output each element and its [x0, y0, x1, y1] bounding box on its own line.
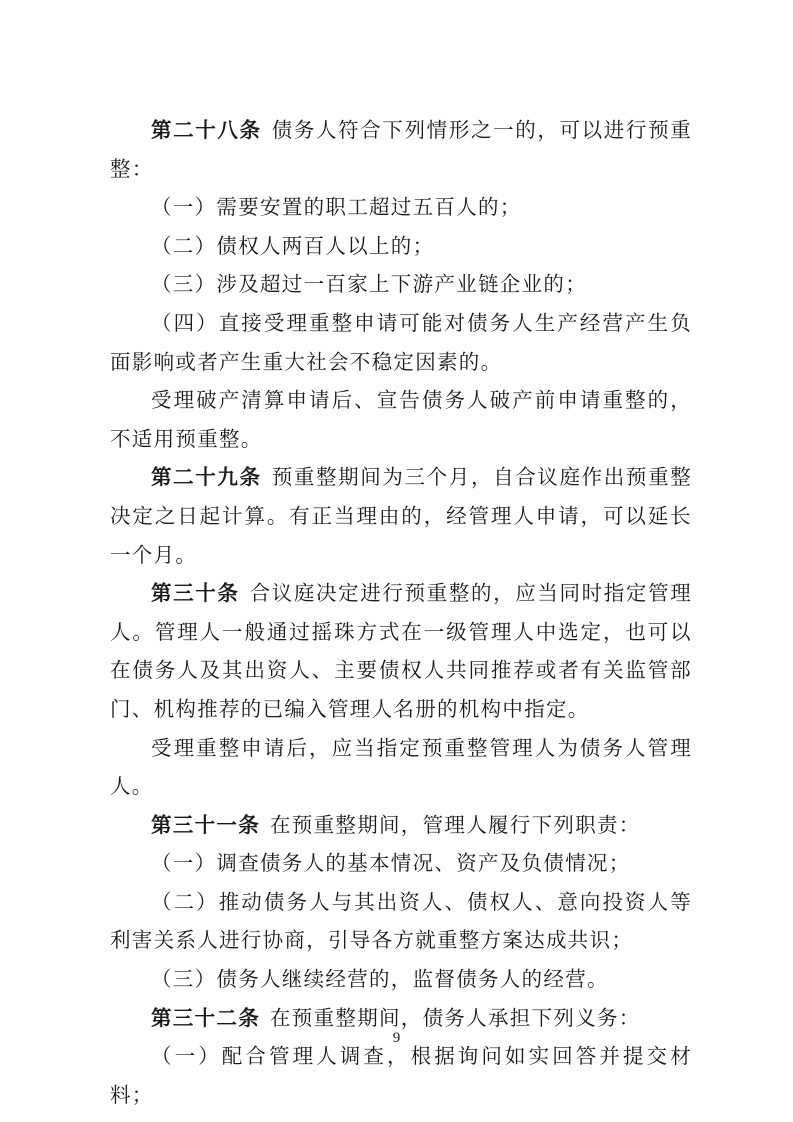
- article-paragraph: [110, 458, 692, 574]
- paragraph-text: 在预重整期间，债务人承担下列义务：: [270, 1005, 641, 1030]
- paragraph-text: （二）推动债务人与其出资人、债权人、意向投资人等利害关系人进行协商，引导各方就重整方案达成共识；: [110, 889, 692, 953]
- paragraph: [110, 883, 692, 960]
- paragraph: [110, 188, 692, 227]
- paragraph: [110, 960, 692, 999]
- paragraph-text: 预重整期间为三个月，自合议庭作出预重整决定之日起计算。有正当理由的，经管理人申请，可以延长一个月。: [110, 465, 693, 567]
- article-paragraph: [110, 574, 692, 728]
- paragraph: [110, 381, 692, 458]
- article-heading: 第三十二条: [151, 1005, 260, 1030]
- paragraph-text: 在预重整期间，管理人履行下列职责：: [270, 812, 641, 837]
- document-body: [110, 111, 692, 1114]
- paragraph-text: （一）调查债务人的基本情况、资产及负债情况；: [151, 851, 631, 876]
- paragraph-text: （三）涉及超过一百家上下游产业链企业的；: [151, 272, 587, 297]
- paragraph-text: （三）债务人继续经营的，监督债务人的经营。: [151, 967, 609, 992]
- paragraph-text: （一）需要安置的职工超过五百人的；: [151, 195, 522, 220]
- paragraph: [110, 227, 692, 266]
- article-heading: 第三十一条: [151, 812, 260, 837]
- article-paragraph: [110, 111, 692, 188]
- paragraph-text: 受理重整申请后，应当指定预重整管理人为债务人管理人。: [110, 735, 692, 799]
- article-paragraph: [110, 806, 692, 845]
- paragraph: [110, 1037, 692, 1114]
- paragraph-text: 债务人符合下列情形之一的，可以进行预重整：: [110, 118, 693, 181]
- paragraph-text: 受理破产清算申请后、宣告债务人破产前申请重整的，不适用预重整。: [110, 388, 692, 451]
- paragraph: [110, 304, 692, 381]
- article-heading: 第二十八条: [151, 118, 262, 142]
- article-heading: 第三十条: [151, 581, 240, 606]
- paragraph-text: 合议庭决定进行预重整的，应当同时指定管理人。管理人一般通过摇珠方式在一级管理人中选定，也可以在债务人及其出资人、主要债权人共同推荐或者有关监管部门、机构推荐的已编入管理人名册的机构中指定。: [110, 581, 693, 721]
- page-number: 9: [392, 1030, 401, 1046]
- paragraph-text: （四）直接受理重整申请可能对债务人生产经营产生负面影响或者产生重大社会不稳定因素的。: [110, 310, 692, 374]
- paragraph: [110, 729, 692, 806]
- paragraph: [110, 265, 692, 304]
- paragraph-text: （二）债权人两百人以上的；: [151, 233, 435, 258]
- paragraph: [110, 844, 692, 883]
- paragraph-text: （一）配合管理人调查，根据询问如实回答并提交材料；: [110, 1044, 692, 1107]
- article-heading: 第二十九条: [151, 465, 262, 490]
